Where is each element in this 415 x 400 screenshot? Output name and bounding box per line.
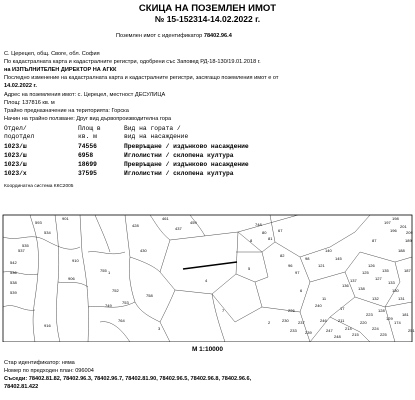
parcel-label: 7 (222, 308, 225, 313)
parcel-label: 748 (255, 222, 262, 227)
parcel-label: 135 (382, 268, 389, 273)
parcel-label: 2 (268, 320, 271, 325)
row-type: Иглолистни / склопена култура (124, 170, 234, 177)
last-change-line1: Последно изменение на кадастралната карта и кадастралните регистри, засягащо поземления имот е от (4, 75, 279, 81)
location: С. Церецел, общ. Своге, обл. София (4, 51, 100, 57)
parcel-label: 197 (384, 220, 391, 225)
parcel-label: 5 (248, 266, 251, 271)
parcel-label: 237 (298, 320, 305, 325)
parcel-label: 230 (282, 318, 289, 323)
parcel-label: 251 (408, 328, 415, 333)
parcel-label: 131 (398, 296, 405, 301)
parcel-label: 96 (288, 263, 293, 268)
map-scale: М 1:10000 (191, 346, 224, 353)
parcel-label: 121 (318, 263, 325, 268)
parcel-label: 145 (335, 256, 342, 261)
parcel-label: 201 (400, 224, 407, 229)
row-type: Иглолистни / склопена култура (124, 152, 234, 159)
parcel-label: 248 (334, 334, 341, 339)
property-id-label: Поземлен имот с идентификатор (116, 33, 203, 39)
parcel-label: 537 (18, 248, 25, 253)
parcel-label: 215 (352, 332, 359, 337)
parcel-label: 4 (205, 278, 208, 283)
parcel-label: 535 (22, 243, 29, 248)
parcel-label: 189 (405, 238, 412, 243)
header-section: Отдел/ (4, 125, 27, 132)
parcel-label: 247 (326, 328, 333, 333)
parcel-label: 198 (392, 216, 399, 221)
parcel-label: 437 (175, 226, 182, 231)
parcel-label: 6 (300, 288, 303, 293)
cadastral-map (0, 212, 415, 342)
parcel-label: 174 (394, 320, 401, 325)
parcel-label: 140 (325, 248, 332, 253)
parcel-label: 132 (372, 296, 379, 301)
row-section: 1023/ш (4, 161, 27, 168)
parcel-label: 901 (62, 216, 69, 221)
parcel-label: 126 (368, 263, 375, 268)
parcel-label: 225 (380, 332, 387, 337)
document-number: № 15-152314-14.02.2022 г. (154, 14, 261, 24)
last-change-date: 14.02.2022 г. (4, 83, 37, 89)
parcel-label: 534 (44, 230, 51, 235)
parcel-label: 233 (290, 328, 297, 333)
parcel-label: 226 (288, 308, 295, 313)
parcel-label: 188 (398, 248, 405, 253)
parcel-label: 538 (10, 280, 17, 285)
parcel-label: 82 (280, 253, 285, 258)
parcel-label: 97 (295, 270, 300, 275)
parcel-label: 133 (388, 280, 395, 285)
parcel-label: 906 (68, 276, 75, 281)
row-area: 18699 (78, 161, 97, 168)
parcel-label: 758 (146, 293, 153, 298)
parcel-label: 459 (190, 220, 197, 225)
header-type: Вид на гората / (124, 125, 181, 132)
parcel-label: 137 (350, 278, 357, 283)
executor: на ИЗПЪЛНИТЕЛЕН ДИРЕКТОР НА АГКК (4, 67, 117, 73)
parcel-label: 461 (162, 216, 169, 221)
parcel-label: 542 (10, 260, 17, 265)
row-area: 74556 (78, 143, 97, 150)
header-area-2: кв. м (78, 133, 97, 140)
header-type-2: вид на насаждение (124, 133, 189, 140)
row-section: 1023/ш (4, 143, 27, 150)
parcel-label: 755 (100, 268, 107, 273)
old-identifier: Стар идентификатор: няма (4, 360, 75, 366)
parcel-label: 593 (35, 220, 42, 225)
property-area: Площ: 137816 кв. м (4, 100, 55, 106)
parcel-label: 130 (392, 288, 399, 293)
parcel-label: 214 (345, 326, 352, 331)
parcel-label: 910 (72, 258, 79, 263)
parcel-label: 428 (132, 223, 139, 228)
neighbors-line2: 78402.81.422 (4, 384, 39, 390)
parcel-label: 240 (315, 303, 322, 308)
parcel-label: 916 (44, 323, 51, 328)
parcel-label: 87 (372, 238, 377, 243)
parcel-label: 125 (362, 270, 369, 275)
parcel-label: 223 (366, 312, 373, 317)
parcel-label: 187 (404, 268, 411, 273)
parcel-label: 749 (105, 303, 112, 308)
parcel-label: 246 (320, 318, 327, 323)
coordinate-system: Координатна система ККС2005 (4, 184, 74, 189)
property-id: 78402.96.4 (203, 33, 232, 39)
parcel-label: 209 (406, 230, 413, 235)
row-section: 1023/ш (4, 152, 27, 159)
parcel-label: 8 (250, 238, 253, 243)
cadastral-map-order: По кадастралната карта и кадастралните регистри, одобрени със Заповед РД-18-130/19.01.2018 г. (4, 59, 261, 65)
parcel-label: 764 (118, 318, 125, 323)
document-title: СКИЦА НА ПОЗЕМЛЕН ИМОТ (138, 3, 277, 14)
header-section-2: подотдел (4, 133, 35, 140)
parcel-label: 181 (402, 312, 409, 317)
territory-purpose: Трайно предназначение на територията: Горска (4, 108, 129, 114)
header-area: Площ в (78, 125, 101, 132)
parcel-label: 3 (158, 326, 161, 331)
parcel-label: 1 (108, 270, 111, 275)
parcel-label: 138 (358, 286, 365, 291)
parcel-label: 752 (112, 288, 119, 293)
parcel-label: 81 (268, 236, 273, 241)
parcel-label: 196 (390, 228, 397, 233)
parcel-label: 239 (305, 330, 312, 335)
parcel-label: 136 (342, 283, 349, 288)
row-section: 1023/х (4, 170, 27, 177)
parcel-label: 11 (322, 296, 327, 301)
property-address: Адрес на поземления имот: с. Церецел, местност ДЕСУЛИЦА (4, 92, 166, 98)
neighbors-line1: Съседи: 78402.81.82, 78402.96.3, 78402.96.7, 78402.81.90, 78402.96.5, 78402.96.8, 78402.96.6, (4, 376, 252, 382)
parcel-label: 430 (140, 248, 147, 253)
usage-type: Начин на трайно ползване: Друг вид дървопроизводителна гора (4, 116, 172, 122)
parcel-label: 17 (340, 306, 345, 311)
property-id-row (116, 33, 232, 39)
row-area: 6958 (78, 152, 94, 159)
parcel-label: 536 (10, 270, 17, 275)
parcel-label: 128 (378, 308, 385, 313)
parcel-label: 129 (386, 316, 393, 321)
previous-plan-number: Номер по предходен план: 096004 (4, 368, 94, 374)
row-type: Превръщане / издънково насаждение (124, 143, 249, 150)
parcel-label: 67 (278, 228, 283, 233)
parcel-label: 211 (338, 318, 345, 323)
row-type: Превръщане / издънково насаждение (124, 161, 249, 168)
parcel-label: 127 (375, 276, 382, 281)
parcel-label: 98 (305, 256, 310, 261)
parcel-label: 539 (10, 290, 17, 295)
parcel-label: 753 (122, 300, 129, 305)
parcel-label: 224 (372, 326, 379, 331)
parcel-label: 220 (360, 320, 367, 325)
row-area: 37595 (78, 170, 97, 177)
parcel-label: 80 (262, 230, 267, 235)
